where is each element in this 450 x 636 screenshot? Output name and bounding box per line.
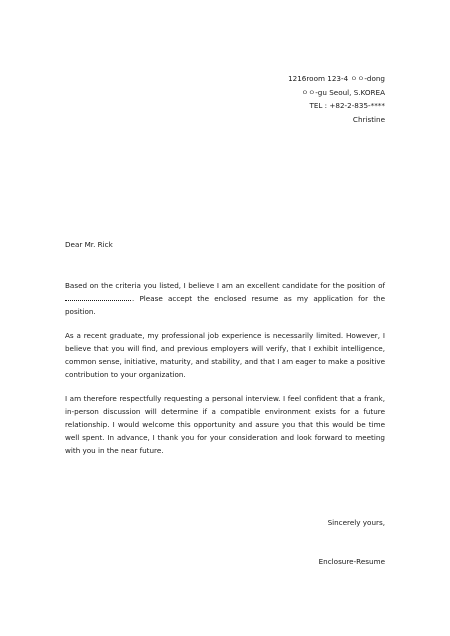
letter-body xyxy=(65,279,385,468)
closing: Sincerely yours, xyxy=(327,518,385,527)
sender-address-block xyxy=(185,72,385,126)
sender-phone: TEL : +82-2-835-**** xyxy=(309,101,385,110)
paragraph-3: I am therefore respectfully requesting a personal interview. I feel confident that a frank, in-person discussion will determine if a compatible environment exists for a future relationship. I would welcome this opportunity and assure you that this would be time well spent. In advance, I thank you for your consideration and look forward to meeting with you in the near future. xyxy=(65,394,385,455)
enclosure-note: Enclosure-Resume xyxy=(318,557,385,566)
position-blank xyxy=(65,294,131,301)
sender-address-line-1: 1216room 123-4 ㅇㅇ-dong xyxy=(288,74,385,83)
paragraph-2: As a recent graduate, my professional job experience is necessarily limited. However, I believe that you will find, and previous employers will verify, that I exhibit intelligence, common sense, initiative, maturity, and stability, and that I am eager to make a positive contribution to your organization. xyxy=(65,331,385,379)
paragraph-1-start: Based on the criteria you listed, I believe I am an excellent candidate for the position of xyxy=(65,281,385,290)
salutation: Dear Mr. Rick xyxy=(65,240,113,249)
paragraph-1-end: . Please accept the enclosed resume as my application for the position. xyxy=(65,294,385,316)
sender-name: Christine xyxy=(352,114,385,124)
sender-address-line-2: ㅇㅇ-gu Seoul, S.KOREA xyxy=(301,87,385,97)
paragraph-1 xyxy=(65,279,385,318)
